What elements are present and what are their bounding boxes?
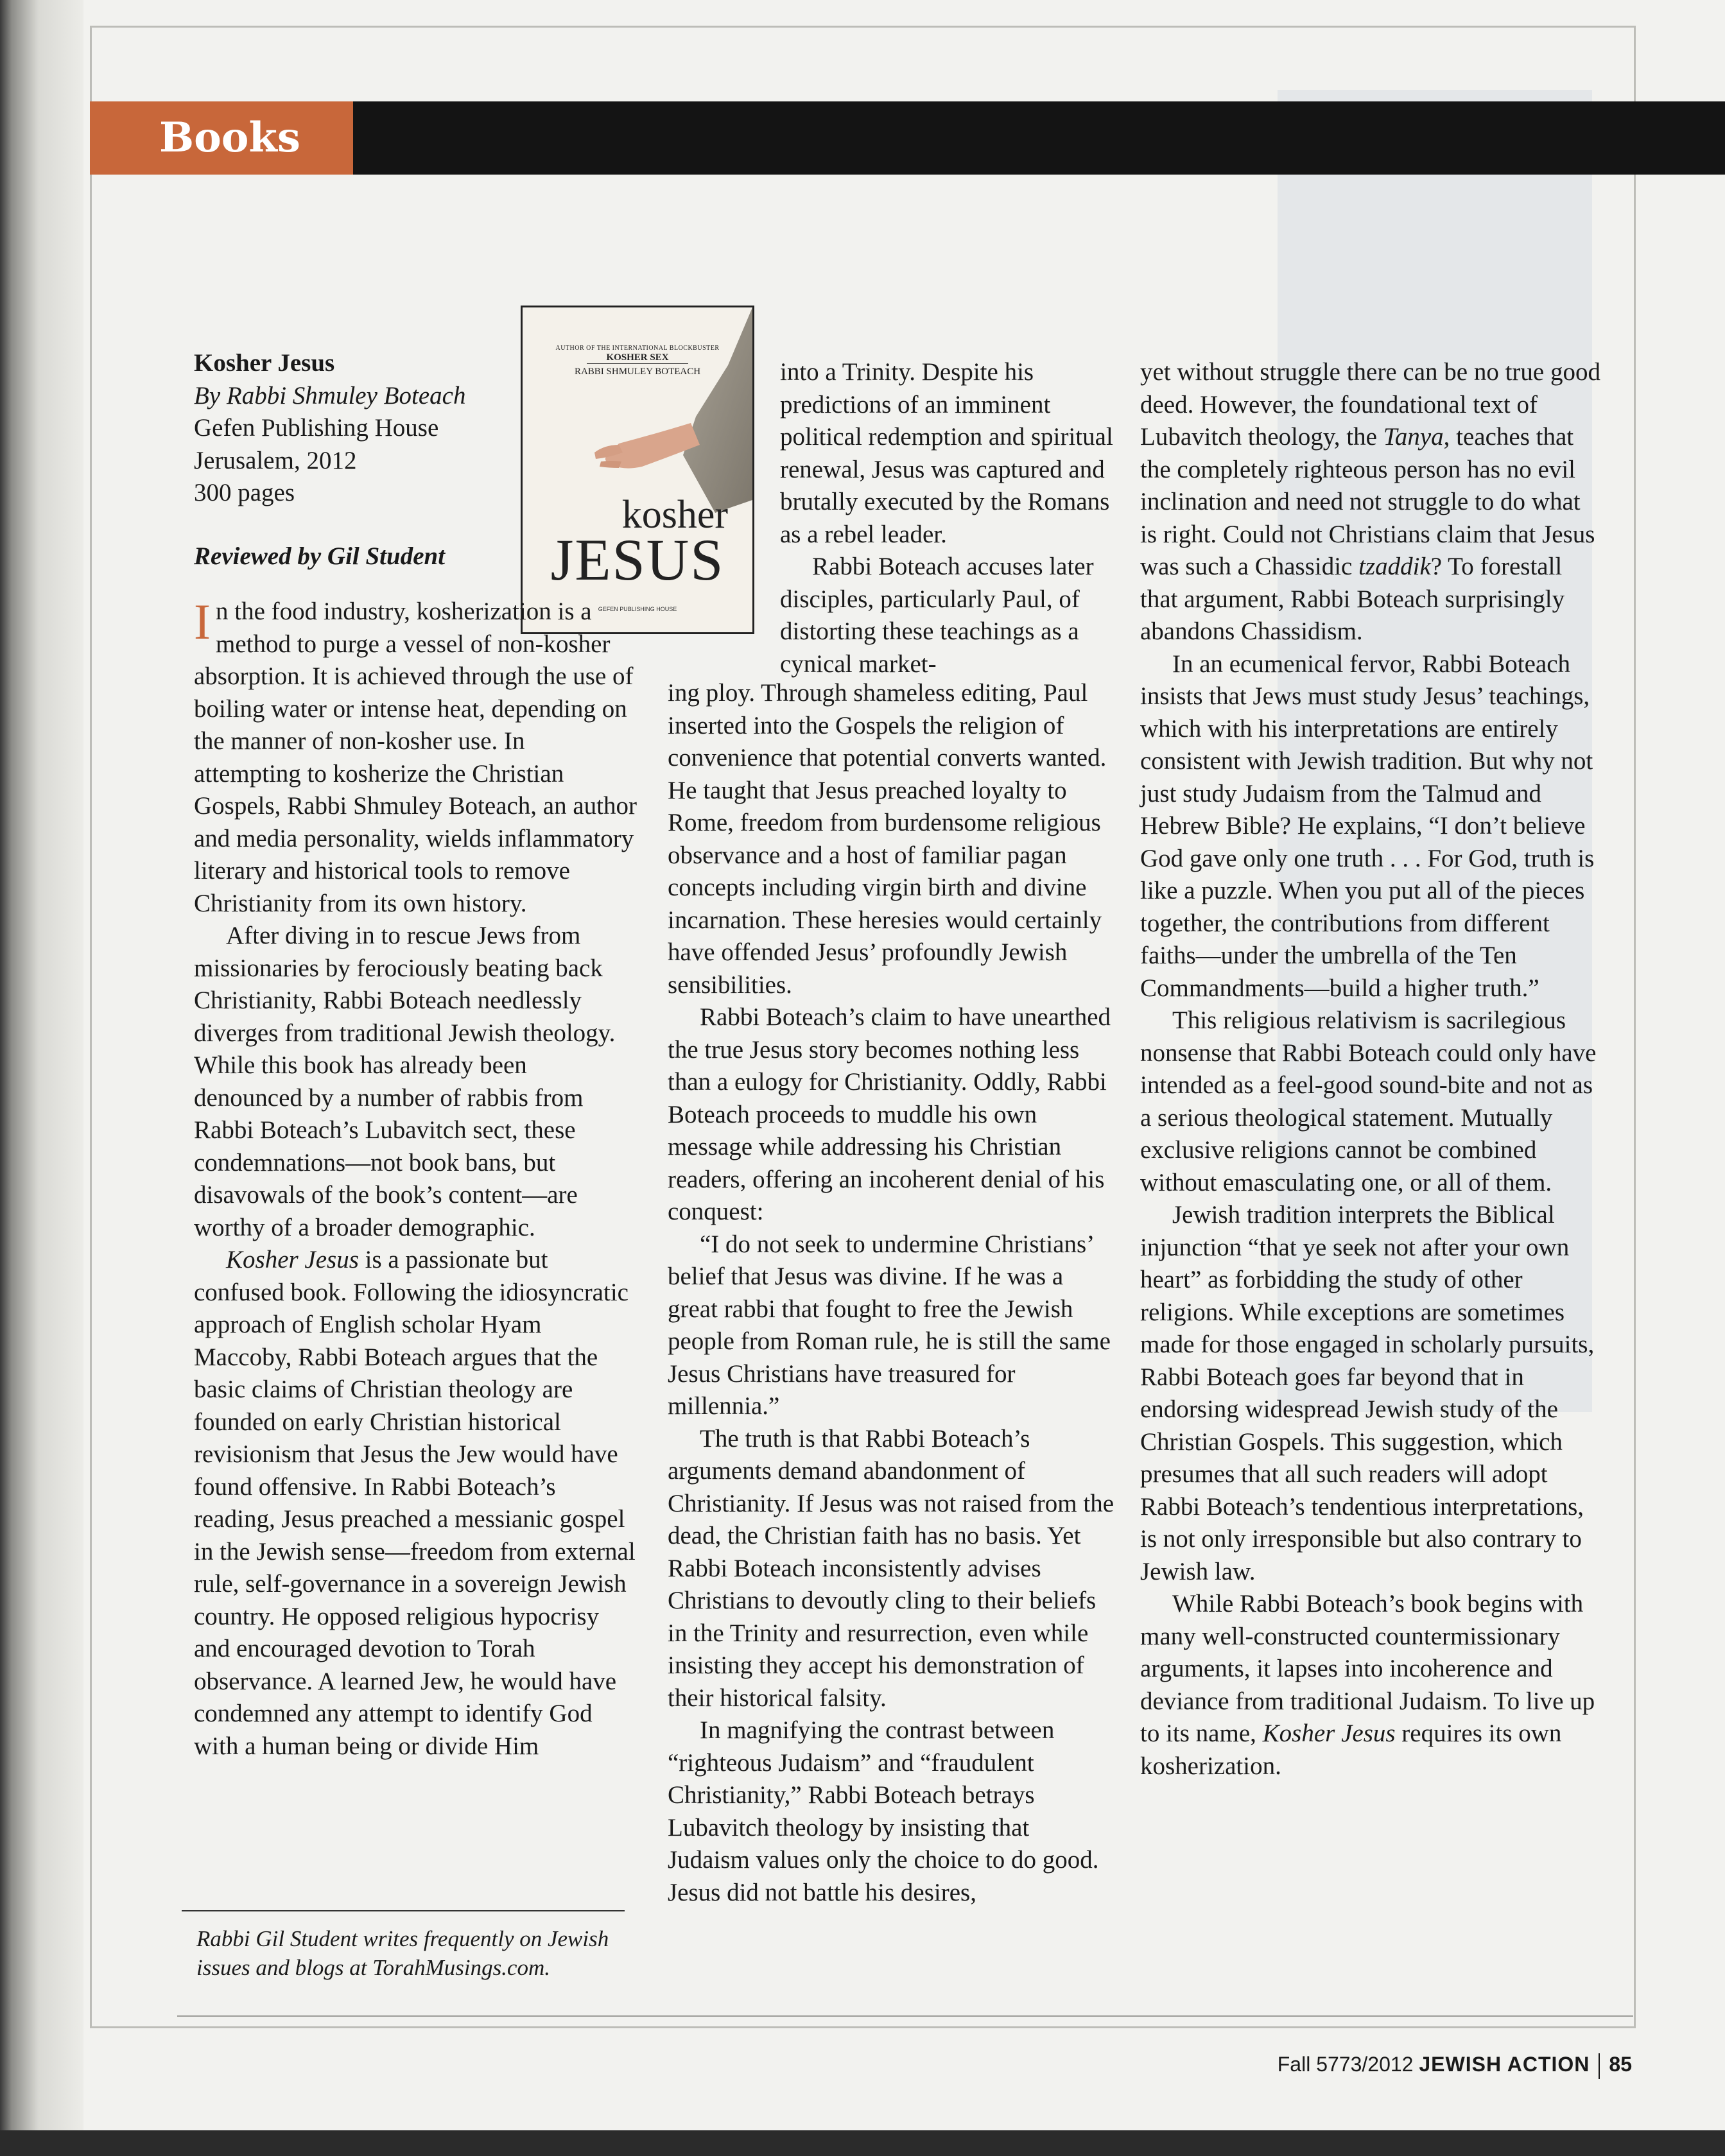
- book-details: [194, 347, 528, 510]
- term-tzaddik: tzaddik: [1358, 553, 1431, 580]
- article-quote: “I do not seek to undermine Christians’ belief that Jesus was divine. If he was a great rabbi that fought to free the Jewish people from Roman rule, he is still the same Jesus Christians have treasured for millennia.”: [668, 1230, 1111, 1420]
- paragraph-text: yet without struggle there can be no true good deed. However, the foundational text of Lubavitch theology, the: [1140, 358, 1600, 451]
- article-paragraph: into a Trinity. Despite his predictions of an imminent political redemption and spiritual renewal, Jesus was captured and brutally executed by the Romans as a rebel leader.: [780, 358, 1113, 548]
- reviewer-byline: Reviewed by Gil Student: [194, 542, 446, 570]
- article-column-2-top: [780, 356, 1117, 680]
- article-column-2: [668, 677, 1116, 1909]
- cover-previous-title: KOSHER SEX: [587, 352, 688, 364]
- article-column-1: [194, 596, 637, 1763]
- cover-publisher: GEFEN PUBLISHING HOUSE: [598, 606, 677, 612]
- author-bio: Rabbi Gil Student writes frequently on Jewish issues and blogs at TorahMusings.com.: [196, 1926, 609, 1980]
- drop-cap: I: [194, 594, 211, 650]
- article-paragraph: This religious relativism is sacrilegious nonsense that Rabbi Boteach could only have intended as a feel-good sound-bite and not as a serious theological statement. Mutually exclusive religions cannot be combined without emasculating one, or all of them.: [1140, 1006, 1597, 1196]
- issue-date: Fall 5773/2012: [1277, 2053, 1414, 2076]
- article-paragraph: Rabbi Boteach accuses later disciples, particularly Paul, of distorting these teachings as a cynical market-: [780, 553, 1094, 678]
- magazine-name: JEWISH ACTION: [1419, 2053, 1590, 2076]
- term-tanya: Tanya: [1383, 423, 1444, 451]
- bio-divider: [182, 1910, 625, 1911]
- scan-page-edge: [0, 0, 83, 2156]
- cover-tagline: AUTHOR OF THE INTERNATIONAL BLOCKBUSTER: [555, 345, 720, 352]
- article-paragraph: [1140, 1588, 1602, 1782]
- cover-title-jesus: JESUS: [550, 527, 725, 592]
- section-label: Books: [90, 101, 353, 175]
- article-column-3: [1140, 356, 1602, 1782]
- article-paragraph: Jewish tradition interprets the Biblical injunction “that ye seek not after your own heart” as forbidding the study of other religions. While exceptions are sometimes made for those engaged in scholarly pursuits, Rabbi Boteach goes far beyond that in endorsing widespread Jewish study of the Christian Gospels. This suggestion, which presumes that all such readers will adopt Rabbi Boteach’s tendentious interpretations, is not only irresponsible but also contrary to Jewish law.: [1140, 1201, 1595, 1585]
- paragraph-text: While Rabbi Boteach’s book begins with many well-constructed countermissionary arguments, it lapses into incoherence and deviance from traditional Judaism. To live up to its name,: [1140, 1590, 1595, 1747]
- article-paragraph: After diving in to rescue Jews from missionaries by ferociously beating back Christianity, Rabbi Boteach needlessly diverges from traditional Jewish theology. While this book has already been denounced by a number of rabbis from Rabbi Boteach’s Lubavitch sect, these condemnations—not book bans, but disavowals of the book’s content—are worthy of a broader demographic.: [194, 922, 616, 1241]
- book-cover-image: [521, 306, 754, 634]
- article-paragraph: In an ecumenical fervor, Rabbi Boteach insists that Jews must study Jesus’ teachings, which with his interpretations are entirely consistent with Jewish tradition. But why not just study Judaism from the Talmud and Hebrew Bible? He explains, “I don’t believe God gave only one truth . . . For God, truth is like a puzzle. When you put all of the pieces together, the contributions from different faiths—under the umbrella of the Ten Commandments—build a higher truth.”: [1140, 650, 1595, 1002]
- article-paragraph: The truth is that Rabbi Boteach’s arguments demand abandonment of Christianity. If Jesus was not raised from the dead, the Christian faith has no basis. Yet Rabbi Boteach inconsistently advises Christians to devoutly cling to their beliefs in the Trinity and resurrection, even while insisting they accept his demonstration of their historical falsity.: [668, 1424, 1114, 1712]
- paragraph-text: , teaches that the completely righteous person has no evil inclination and need not struggle to do what is right. Could not Christians claim that Jesus was such a Chassidic: [1140, 423, 1595, 580]
- article-paragraph: [1140, 356, 1602, 648]
- book-title: Kosher Jesus: [194, 349, 335, 377]
- footer-separator: [1599, 2053, 1600, 2079]
- article-paragraph: Rabbi Boteach’s claim to have unearthed the true Jesus story becomes nothing less than a eulogy for Christianity. Oddly, Rabbi Boteach proceeds to muddle his own message while addressing his Christian readers, offering an incoherent denial of his conquest:: [668, 1003, 1111, 1225]
- bottom-rule: [177, 2015, 1633, 2017]
- cover-author: RABBI SHMULEY BOTEACH: [574, 367, 701, 377]
- book-author: By Rabbi Shmuley Boteach: [194, 381, 466, 410]
- article-paragraph: In magnifying the contrast between “righteous Judaism” and “fraudulent Christianity,” Rabbi Boteach betrays Lubavitch theology by insisting that Judaism values only the choice to do good. Jesus did not battle his desires,: [668, 1716, 1099, 1906]
- book-title-inline: Kosher Jesus: [226, 1246, 359, 1273]
- paragraph-text: ? To forestall that argument, Rabbi Boteach surprisingly abandons Chassidism.: [1140, 553, 1565, 645]
- cover-title-kosher: kosher: [621, 493, 728, 537]
- book-publisher: Gefen Publishing House: [194, 414, 439, 442]
- book-title-inline: Kosher Jesus: [1262, 1720, 1396, 1747]
- book-pages: 300 pages: [194, 479, 295, 506]
- article-paragraph: [194, 1244, 637, 1763]
- page-footer: [1278, 2053, 1632, 2079]
- page-number: 85: [1609, 2053, 1632, 2076]
- paragraph-text: n the food industry, kosherization is a method to purge a vessel of non-kosher absorption. It is achieved through the use of boiling water or intense heat, depending on the manner of non-kosher use. In attempting to kosherize the Christian Gospels, Rabbi Shmuley Boteach, an author and media personality, wields inflammatory literary and historical tools to remove Christianity from its own history.: [194, 598, 637, 917]
- cover-header: [523, 345, 752, 377]
- scan-bottom-edge: [0, 2130, 1725, 2156]
- paragraph-text: is a passionate but confused book. Following the idiosyncratic approach of English scholar Hyam Maccoby, Rabbi Boteach argues that the basic claims of Christian theology are founded on early Christian historical revisionism that Jesus the Jew would have found offensive. In Rabbi Boteach’s reading, Jesus preached a messianic gospel in the Jewish sense—freedom from external rule, self-governance in a sovereign Jewish country. He opposed religious hypocrisy and encouraged devotion to Torah observance. A learned Jew, he would have condemned any attempt to identify God with a human being or divide Him: [194, 1246, 636, 1760]
- paragraph-text: requires its own kosherization.: [1140, 1720, 1562, 1780]
- article-paragraph: ing ploy. Through shameless editing, Paul inserted into the Gospels the religion of convenience that potential converts wanted. He taught that Jesus preached loyalty to Rome, freedom from burdensome religious observance and a host of familiar pagan concepts including virgin birth and divine incarnation. These heresies would certainly have offended Jesus’ profoundly Jewish sensibilities.: [668, 679, 1107, 999]
- article-paragraph: [194, 596, 637, 920]
- book-place-year: Jerusalem, 2012: [194, 446, 357, 474]
